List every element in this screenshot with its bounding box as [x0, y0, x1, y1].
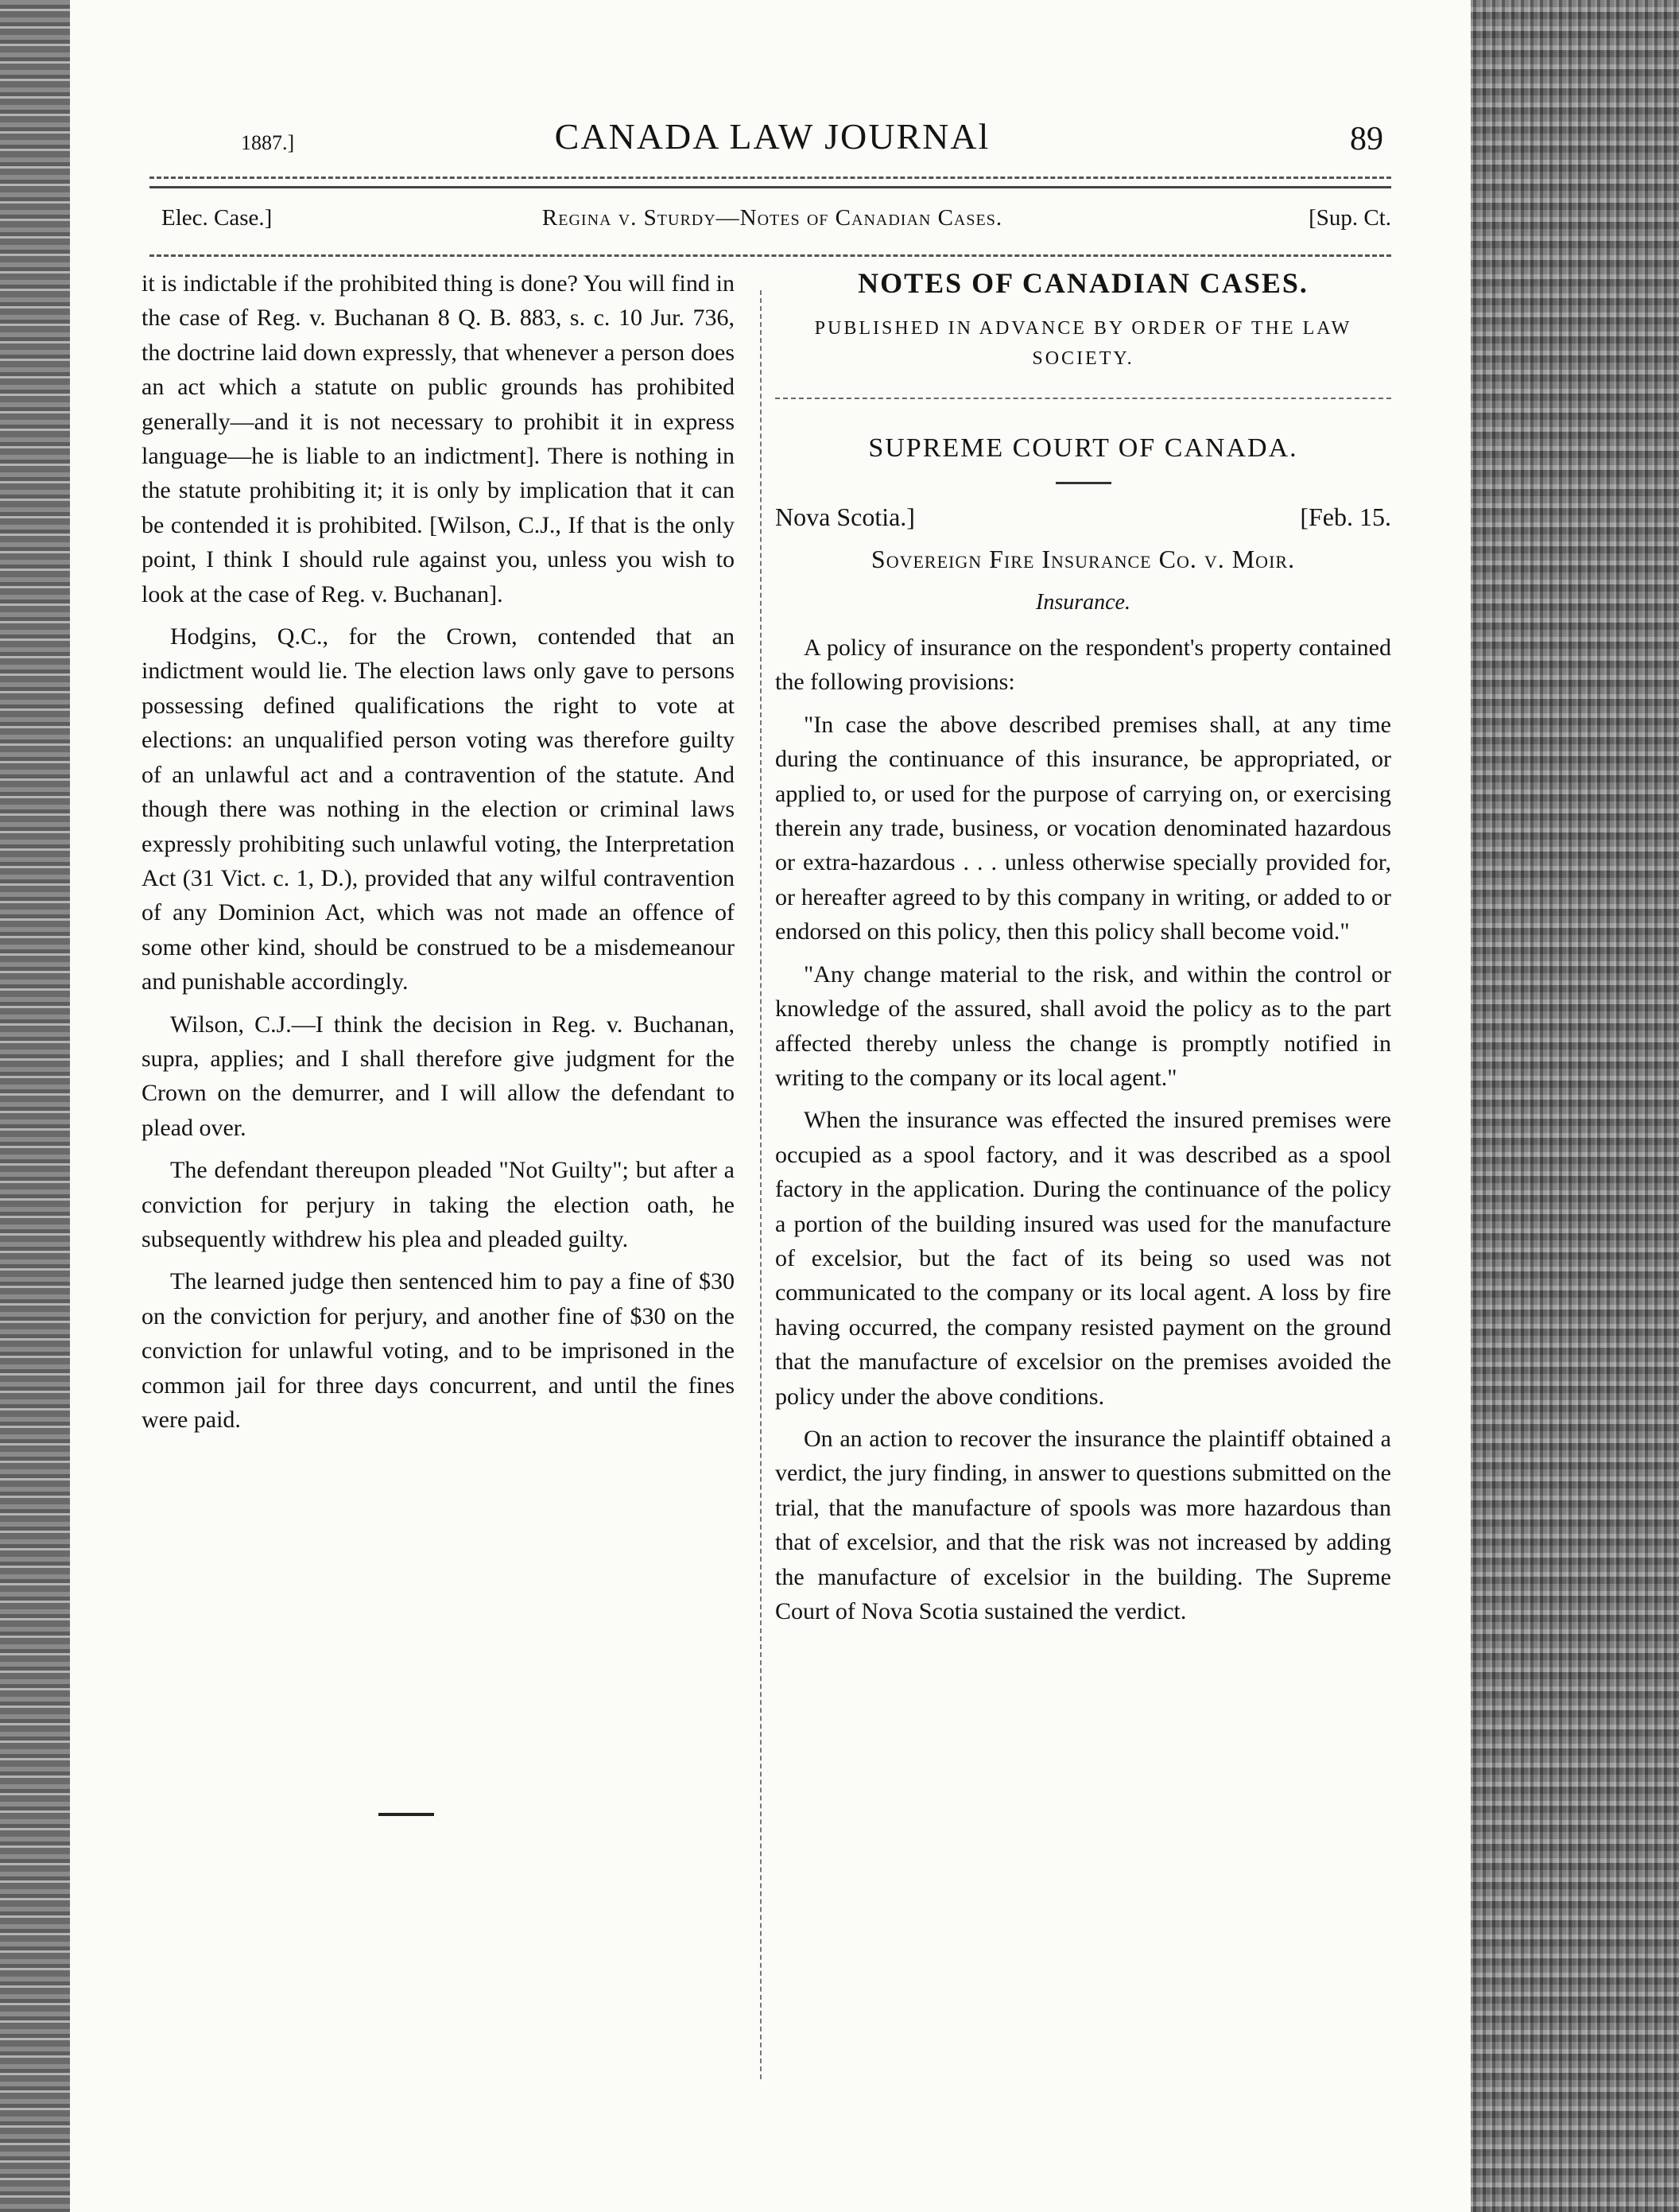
- left-paragraph: Wilson, C.J.—I think the decision in Reg. v. Buchanan, supra, applies; and I shall therefore give judgment for the Crown on the demurrer, and I will allow the defendant to plead over.: [142, 1011, 735, 1141]
- section-title: NOTES OF CANADIAN CASES.: [858, 267, 1309, 299]
- court-rule: [1056, 482, 1111, 484]
- court-heading: SUPREME COURT OF CANADA.: [868, 433, 1298, 464]
- left-paragraph: The defendant thereupon pleaded "Not Guilty"; but after a conviction for perjury in taking the election oath, he subsequently withdrew his plea and pleaded guilty.: [142, 1157, 735, 1252]
- right-paragraph: "In case the above described premises shall, at any time during the continuance of this insurance, be appropriated, or applied to, or used for the purpose of carrying on, or exercising therein any trade, business, or vocation denominated hazardous or extra-hazardous . . . unless otherwise specially provided for, or hereafter agreed to by this company in writing, or added to or endorsed on this policy, then this policy shall become void.": [775, 711, 1391, 945]
- left-paragraph: Hodgins, Q.C., for the Crown, contended that an indictment would lie. The election laws only gave to persons possessing defined qualifications the right to vote at elections: an unqualified person voting was therefore guilty of an unlawful act and a contravention of the statute. And though there was nothing in the election or criminal laws expressly prohibiting such unlawful voting, the Interpretation Act (31 Vict. c. 1, D.), provided that any wilful contravention of any Dominion Act, which was not made an offence of some other kind, should be construed to be a misdemeanour and punishable accordingly.: [142, 623, 735, 995]
- section-subtitle: PUBLISHED IN ADVANCE BY ORDER OF THE LAW SOCIETY.: [814, 318, 1352, 370]
- case-date: [Feb. 15.: [1300, 502, 1391, 531]
- case-jurisdiction-line: [775, 500, 1391, 534]
- scan-right-edge: [1471, 0, 1679, 2212]
- header-rule-bottom: [149, 186, 1391, 188]
- header-rule-top: [149, 177, 1391, 179]
- left-paragraph: it is indictable if the prohibited thing is done? You will find in the case of Reg. v. Buchanan 8 Q. B. 883, s. c. 10 Jur. 736, the doctrine laid down expressly, that whenever a person does an act which a statute on public grounds has prohibited generally—and it is not necessary to prohibit it in express language—he is liable to an indictment]. There is nothing in the statute prohibiting it; it is only by implication that it can be contended it is prohibited. [Wilson, C.J., If that is the only point, I think I should rule against you, unless you wish to look at the case of Reg. v. Buchanan].: [142, 270, 735, 607]
- right-paragraph: On an action to recover the insurance the plaintiff obtained a verdict, the jury finding, in answer to questions submitted on the trial, that the manufacture of spools was more hazardous than that of excelsior, and that the risk was not increased by adding the manufacture of excelsior in the building. The Supreme Court of Nova Scotia sustained the verdict.: [775, 1425, 1391, 1624]
- section-rule: [775, 398, 1391, 399]
- case-name: Sovereign Fire Insurance Co. v. Moir.: [871, 545, 1296, 574]
- right-paragraph: A policy of insurance on the respondent's property contained the following provisions:: [775, 634, 1391, 696]
- journal-page: [70, 0, 1471, 2212]
- left-paragraph: The learned judge then sentenced him to pay a fine of $30 on the conviction for perjury, and another fine of $30 on the conviction for unlawful voting, and to be imprisoned in the common jail for three days concurrent, and until the fines were paid.: [142, 1268, 735, 1433]
- header-year: 1887.]: [241, 131, 295, 154]
- page-number: 89: [1350, 121, 1383, 157]
- running-head-right: [Sup. Ct.: [1309, 205, 1391, 231]
- end-of-case-rule: [378, 1813, 434, 1816]
- journal-title: CANADA LAW JOURNAl: [554, 116, 991, 157]
- column-divider: [760, 290, 762, 2079]
- right-paragraph: When the insurance was effected the insured premises were occupied as a spool factory, and it was described as a spool factory in the application. During the continuance of the policy a portion of the building insured was used for the manufacture of excelsior, but the fact of its being so used was not communicated to the company or its local agent. A loss by fire having occurred, the company resisted payment on the ground that the manufacture of excelsior on the premises avoided the policy under the above conditions.: [775, 1107, 1391, 1410]
- page-header: [153, 115, 1391, 163]
- right-column: [775, 266, 1391, 1636]
- running-head-center: Regina v. Sturdy—Notes of Canadian Cases.: [541, 205, 1003, 231]
- left-column: [142, 266, 735, 1445]
- running-head: [153, 205, 1391, 237]
- scan-left-edge: [0, 0, 70, 2212]
- running-head-left: Elec. Case.]: [161, 205, 273, 231]
- right-paragraph: "Any change material to the risk, and within the control or knowledge of the assured, shall avoid the policy as to the part affected thereby unless the change is promptly notified in writing to the company or its local agent.": [775, 960, 1391, 1091]
- running-head-rule: [149, 254, 1391, 257]
- case-province: Nova Scotia.]: [775, 502, 915, 531]
- case-topic: Insurance.: [1036, 589, 1130, 615]
